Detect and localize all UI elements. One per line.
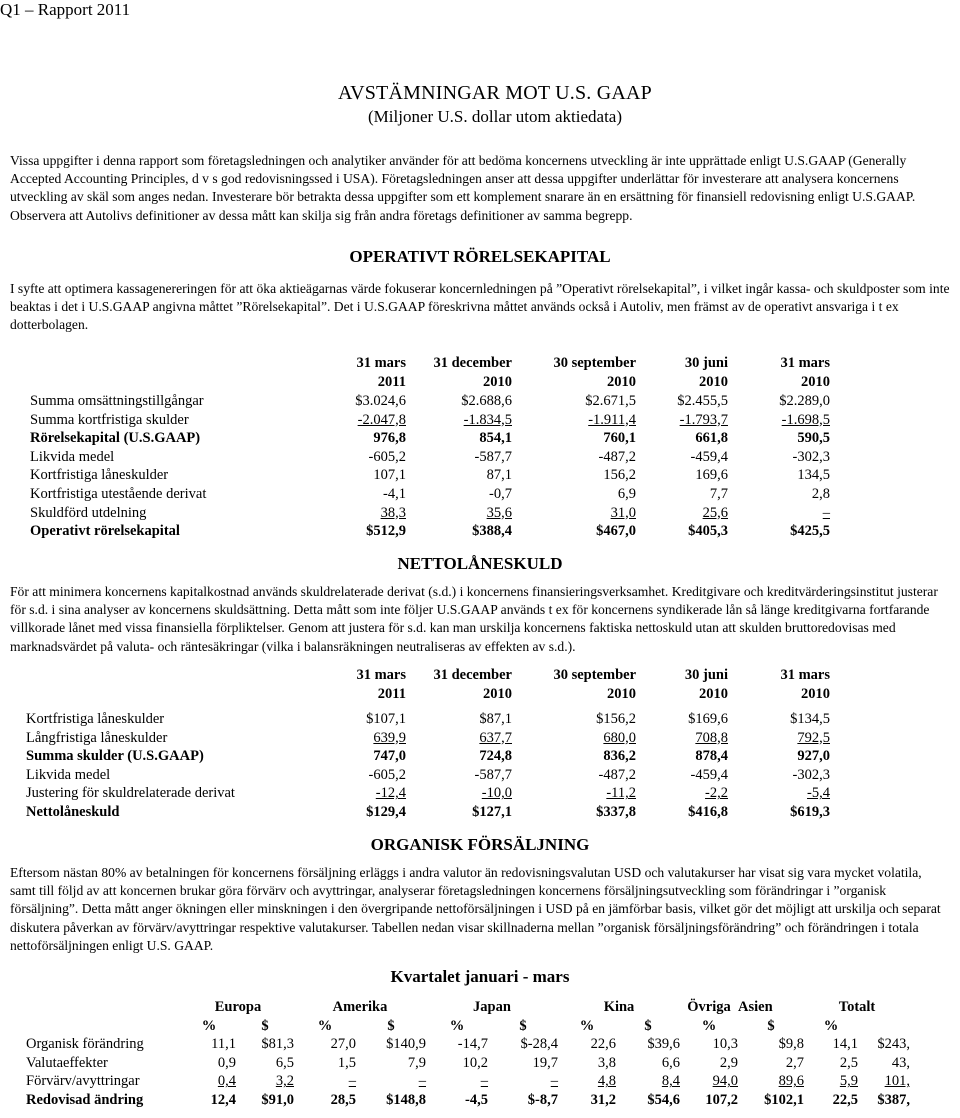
cell-value: 590,5 xyxy=(797,430,830,447)
row-label: Kortfristiga låneskulder xyxy=(26,711,165,727)
unit-header: % xyxy=(449,1017,465,1034)
cell-value: 87,1 xyxy=(486,467,512,484)
cell-value: $9,8 xyxy=(778,1036,804,1053)
table-row xyxy=(26,803,830,822)
cell-value: 854,1 xyxy=(479,430,512,447)
cell-value: 836,2 xyxy=(603,748,636,765)
cell-value: $619,3 xyxy=(790,803,830,820)
cell-value: $129,4 xyxy=(366,803,406,820)
cell-value: 101, xyxy=(884,1073,910,1090)
cell-value: $512,9 xyxy=(366,523,406,540)
cell-value: 724,8 xyxy=(479,748,512,765)
table-header-row xyxy=(26,685,830,704)
column-year: 2010 xyxy=(483,686,512,702)
cell-value: 760,1 xyxy=(603,430,636,447)
cell-value: $405,3 xyxy=(688,523,728,540)
cell-value: $2.455,5 xyxy=(677,393,728,409)
cell-value: 22,6 xyxy=(590,1036,616,1053)
table-row xyxy=(30,411,830,430)
cell-value: 5,9 xyxy=(839,1073,858,1090)
column-header: 30 september xyxy=(553,355,636,371)
table-row xyxy=(26,729,830,748)
cell-value: 31,0 xyxy=(610,504,636,521)
table-row xyxy=(26,1091,910,1110)
cell-value: -10,0 xyxy=(481,785,512,802)
table-row xyxy=(26,766,830,785)
cell-value: – xyxy=(480,1073,488,1090)
cell-value: 2,8 xyxy=(811,485,830,502)
cell-value: 89,6 xyxy=(778,1073,804,1090)
region-header-row xyxy=(26,998,910,1017)
region-header: Totalt xyxy=(838,999,876,1015)
cell-value: 10,2 xyxy=(462,1054,488,1071)
cell-value: -0,7 xyxy=(489,485,512,502)
cell-value: 792,5 xyxy=(797,729,830,746)
cell-value: 43, xyxy=(891,1054,910,1071)
cell-value: $54,6 xyxy=(647,1091,680,1108)
cell-value: 134,5 xyxy=(797,467,830,484)
table-row xyxy=(30,522,830,541)
unit-header: % xyxy=(201,1017,217,1034)
cell-value: $-8,7 xyxy=(527,1091,558,1108)
cell-value: -459,4 xyxy=(690,766,728,783)
cell-value: $2.671,5 xyxy=(585,393,636,409)
column-year: 2010 xyxy=(607,686,636,702)
unit-header: % xyxy=(317,1017,333,1034)
column-header: 31 mars xyxy=(780,355,830,371)
cell-value: -487,2 xyxy=(598,448,636,465)
cell-value: 6,9 xyxy=(617,485,636,502)
cell-value: -302,3 xyxy=(792,766,830,783)
cell-value: 639,9 xyxy=(373,729,406,746)
column-year: 2011 xyxy=(377,686,406,702)
region-header: Kina xyxy=(603,999,635,1015)
cell-value: $39,6 xyxy=(647,1036,680,1053)
cell-value: 35,6 xyxy=(486,504,512,521)
section-text-nettolaneskuld: För att minimera koncernens kapitalkostnad används skuldrelaterade derivat (s.d.) i koncernens finansieringsverksamhet. Kreditgivare och kreditvärderingsinstitut justerar för s.d. i sina analyser av koncernens skuldsättning. Detta mått som inte följer U.S.GAAP används t ex för koncernens syndikerade lån så länge kreditgivarna fortfarande villkorade lånet med vissa finansiella förpliktelser. Genom att justera för s.d. kan man urskilja koncernens faktiska nettoskuld utan att skulden bruttoredovisas med marknadsvärdet på valuta- och räntesäkringar (vilka i balansräkningen neutraliseras av effekten av s.d.). xyxy=(10,584,938,654)
row-label: Operativt rörelsekapital xyxy=(30,523,180,540)
cell-value: $467,0 xyxy=(596,523,636,540)
row-label: Summa omsättningstillgångar xyxy=(30,393,204,409)
column-year: 2010 xyxy=(699,374,728,390)
section-text-operativt: I syfte att optimera kassagenereringen för att öka aktieägarnas värde fokuserar koncernledningen på ”Operativt rörelsekapital”, i vilket ingår kassa- och skuldposter som inte beaktas i det i U.S.GAAP angivna måttet ”Rörelsekapital”. Det i U.S.GAAP föreskrivna måttet används också i Autoliv, men främst av de operativt ansvariga i t ex dotterbolagen. xyxy=(10,281,950,333)
column-year: 2010 xyxy=(801,374,830,390)
cell-value: 6,5 xyxy=(275,1054,294,1071)
row-label: Redovisad ändring xyxy=(26,1091,144,1108)
cell-value: -487,2 xyxy=(598,766,636,783)
cell-value: 2,9 xyxy=(719,1054,738,1071)
table-header-row xyxy=(26,666,830,685)
cell-value: $156,2 xyxy=(596,711,636,727)
page-title: AVSTÄMNINGAR MOT U.S. GAAP xyxy=(338,82,652,104)
table-row xyxy=(30,504,830,523)
region-header: Europa xyxy=(214,999,262,1015)
cell-value: $134,5 xyxy=(790,711,830,727)
row-label: Summa kortfristiga skulder xyxy=(30,411,189,428)
section-text-organisk: Eftersom nästan 80% av betalningen för koncernens försäljning erläggs i andra valutor än redovisningsvalutan USD och valutakurser har visat sig vara mycket volatila, samt till följd av att koncernen brukar göra förvärv och avyttringar, analyserar företagsledningen koncernens försäljningsutveckling som förändringar i ”organisk försäljning”. Detta mått anger ökningen eller minskningen i den övergripande nettoförsäljningen i USD på en jämförbar basis, vilket gör det möjligt att urskilja och separat diskutera påverkan av förvärv/avyttringar respektive valutakurser. Tabellen nedan visar skillnaderna mellan ”organisk försäljningsförändring” och förändringen i totala nettoförsäljningen enligt U.S. GAAP. xyxy=(10,865,941,953)
organic-sales-table xyxy=(26,998,910,1110)
unit-header: $ xyxy=(767,1017,775,1034)
unit-header: % xyxy=(579,1017,595,1034)
cell-value: $127,1 xyxy=(472,803,512,820)
cell-value: $102,1 xyxy=(764,1091,804,1108)
table-row xyxy=(26,710,830,729)
cell-value: 878,4 xyxy=(695,748,728,765)
cell-value: 27,0 xyxy=(330,1036,356,1053)
cell-value: 94,0 xyxy=(712,1073,738,1090)
cell-value: 2,7 xyxy=(785,1054,804,1071)
cell-value: $337,8 xyxy=(596,803,636,820)
cell-value: 747,0 xyxy=(373,748,406,765)
cell-value: 169,6 xyxy=(695,467,728,484)
cell-value: 6,6 xyxy=(661,1054,680,1071)
row-label: Summa skulder (U.S.GAAP) xyxy=(26,748,204,765)
cell-value: $-28,4 xyxy=(520,1036,558,1053)
row-label: Justering för skuldrelaterade derivat xyxy=(26,785,235,802)
cell-value: -4,5 xyxy=(465,1091,488,1108)
page-subtitle: (Miljoner U.S. dollar utom aktiedata) xyxy=(368,107,622,126)
unit-header: $ xyxy=(519,1017,527,1034)
column-year: 2010 xyxy=(699,686,728,702)
region-header: Amerika xyxy=(332,999,388,1015)
cell-value: 3,2 xyxy=(275,1073,294,1090)
cell-value: – xyxy=(348,1073,356,1090)
cell-value: -459,4 xyxy=(690,448,728,465)
working-capital-table xyxy=(30,354,830,541)
cell-value: $3.024,6 xyxy=(355,393,406,409)
unit-header: % xyxy=(701,1017,717,1034)
cell-value: – xyxy=(550,1073,558,1090)
unit-header: % xyxy=(823,1017,839,1034)
row-label: Förvärv/avyttringar xyxy=(26,1073,140,1090)
cell-value: $388,4 xyxy=(472,523,512,540)
cell-value: -12,4 xyxy=(375,785,406,802)
cell-value: -1.698,5 xyxy=(781,411,830,428)
cell-value: $81,3 xyxy=(261,1036,294,1053)
cell-value: 10,3 xyxy=(712,1036,738,1053)
cell-value: 22,5 xyxy=(832,1091,858,1108)
cell-value: 927,0 xyxy=(797,748,830,765)
row-label: Likvida medel xyxy=(30,448,115,465)
cell-value: -1.911,4 xyxy=(588,411,636,428)
cell-value: 107,2 xyxy=(705,1091,738,1108)
region-header: Japan xyxy=(473,999,511,1015)
cell-value: 0,9 xyxy=(217,1054,236,1071)
row-label: Långfristiga låneskulder xyxy=(26,729,168,746)
row-label: Nettolåneskuld xyxy=(26,803,120,820)
cell-value: 25,6 xyxy=(702,504,728,521)
cell-value: $243, xyxy=(877,1036,910,1053)
cell-value: 12,4 xyxy=(210,1091,236,1108)
net-debt-table xyxy=(26,666,830,822)
unit-header: $ xyxy=(261,1017,269,1034)
row-label: Valutaeffekter xyxy=(26,1054,108,1071)
row-label: Rörelsekapital (U.S.GAAP) xyxy=(30,430,201,447)
section-title-operativt: OPERATIVT RÖRELSEKAPITAL xyxy=(349,247,611,266)
cell-value: 1,5 xyxy=(337,1054,356,1071)
section-title-nettolaneskuld: NETTOLÅNESKULD xyxy=(397,554,563,573)
cell-value: 637,7 xyxy=(479,729,512,746)
cell-value: -302,3 xyxy=(792,448,830,465)
cell-value: $91,0 xyxy=(261,1091,294,1108)
column-year: 2010 xyxy=(607,374,636,390)
cell-value: 11,1 xyxy=(211,1036,236,1053)
column-header: 31 mars xyxy=(780,667,830,683)
table-row xyxy=(26,784,830,803)
cell-value: 680,0 xyxy=(603,729,636,746)
column-header: 31 mars xyxy=(356,667,406,683)
cell-value: 38,3 xyxy=(380,504,406,521)
quarter-title: Kvartalet januari - mars xyxy=(390,967,570,986)
cell-value: $2.688,6 xyxy=(461,393,512,409)
cell-value: $416,8 xyxy=(688,803,728,820)
cell-value: 156,2 xyxy=(603,467,636,484)
table-row xyxy=(30,448,830,467)
unit-header: $ xyxy=(387,1017,395,1034)
intro-paragraph: Vissa uppgifter i denna rapport som företagsledningen och analytiker använder för att bedöma koncernens utveckling är inte upprättade enligt U.S.GAAP (Generally Accepted Accounting Principles, d v s god redovisningssed i USA). Företagsledningen anser att dessa uppgifter underlättar för investerare att analysera koncernens utveckling av skäl som anges nedan. Investerare bör betrakta dessa uppgifter som ett komplement snarare än en ersättning för finansiell redovisning enligt U.S.GAAP. Observera att Autolivs definitioner av dessa mått kan skilja sig från andra företags definitioner av samma begrepp. xyxy=(10,153,916,223)
table-header-row xyxy=(30,373,830,392)
cell-value: -587,7 xyxy=(474,448,512,465)
row-label: Skuldförd utdelning xyxy=(30,504,147,521)
column-header: 30 september xyxy=(553,667,636,683)
table-row xyxy=(30,429,830,448)
table-row xyxy=(26,1054,910,1073)
column-header: 31 mars xyxy=(356,355,406,371)
cell-value: -605,2 xyxy=(368,766,406,783)
cell-value: $107,1 xyxy=(366,711,406,727)
cell-value: -2.047,8 xyxy=(357,411,406,428)
cell-value: – xyxy=(418,1073,426,1090)
column-header: 30 juni xyxy=(684,355,728,371)
cell-value: $148,8 xyxy=(386,1091,426,1108)
cell-value: 28,5 xyxy=(330,1091,356,1108)
cell-value: -4,1 xyxy=(383,485,406,502)
cell-value: -11,2 xyxy=(606,785,636,802)
cell-value: $87,1 xyxy=(479,711,512,727)
cell-value: 4,8 xyxy=(597,1073,616,1090)
row-label: Organisk förändring xyxy=(26,1036,144,1053)
cell-value: 7,9 xyxy=(407,1054,426,1071)
cell-value: $140,9 xyxy=(386,1036,426,1053)
column-year: 2010 xyxy=(483,374,512,390)
cell-value: 3,8 xyxy=(597,1054,616,1071)
cell-value: 31,2 xyxy=(590,1091,616,1108)
region-header: Asien xyxy=(738,999,773,1015)
cell-value: 107,1 xyxy=(373,467,406,484)
cell-value: 661,8 xyxy=(695,430,728,447)
cell-value: 708,8 xyxy=(695,729,728,746)
cell-value: $387, xyxy=(877,1091,910,1108)
cell-value: 14,1 xyxy=(832,1036,858,1053)
row-label: Likvida medel xyxy=(26,766,111,783)
cell-value: 976,8 xyxy=(373,430,406,447)
table-row xyxy=(26,1072,910,1091)
cell-value: -5,4 xyxy=(807,785,830,802)
cell-value: -2,2 xyxy=(705,785,728,802)
row-label: Kortfristiga låneskulder xyxy=(30,467,169,484)
cell-value: -605,2 xyxy=(368,448,406,465)
cell-value: -1.793,7 xyxy=(679,411,728,428)
row-label: Kortfristiga utestående derivat xyxy=(30,485,207,502)
table-row xyxy=(30,392,830,411)
cell-value: 7,7 xyxy=(709,485,728,502)
cell-value: $2.289,0 xyxy=(779,393,830,409)
cell-value: $425,5 xyxy=(790,523,830,540)
table-row xyxy=(30,466,830,485)
unit-header-row xyxy=(26,1017,910,1036)
column-header: 31 december xyxy=(433,355,512,371)
cell-value: -587,7 xyxy=(474,766,512,783)
table-header-row xyxy=(30,354,830,373)
column-header: 30 juni xyxy=(684,667,728,683)
cell-value: -14,7 xyxy=(457,1036,488,1053)
table-row xyxy=(26,1035,910,1054)
cell-value: -1.834,5 xyxy=(463,411,512,428)
table-row xyxy=(30,485,830,504)
cell-value: $169,6 xyxy=(688,711,728,727)
column-year: 2010 xyxy=(801,686,830,702)
cell-value: 8,4 xyxy=(661,1073,680,1090)
report-header: Q1 – Rapport 2011 xyxy=(0,0,131,19)
table-row xyxy=(26,747,830,766)
cell-value: 2,5 xyxy=(839,1054,858,1071)
unit-header: $ xyxy=(644,1017,652,1034)
cell-value: 0,4 xyxy=(217,1073,236,1090)
cell-value: 19,7 xyxy=(532,1054,558,1071)
region-header: Övriga xyxy=(687,999,731,1015)
column-header: 31 december xyxy=(433,667,512,683)
section-title-organisk: ORGANISK FÖRSÄLJNING xyxy=(370,835,590,854)
cell-value: – xyxy=(822,504,830,521)
column-year: 2011 xyxy=(377,374,406,390)
